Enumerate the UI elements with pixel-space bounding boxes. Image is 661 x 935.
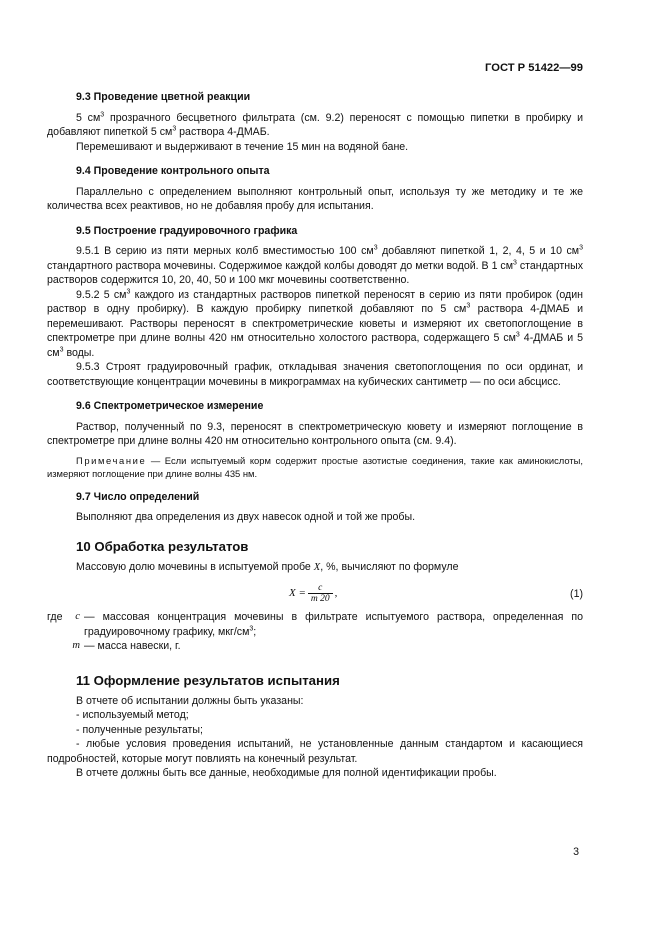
symbol-c-description: — массовая концентрация мочевины в фильтрате испытуемого раствора, определенная по градуировочному графику, мкг/$см^3$; — [84, 611, 583, 638]
where-label: где — [47, 611, 63, 623]
section-9-5-3-paragraph: 9.5.3 Строят градуировочный график, откладывая значения светопоглощения по оси ординат, и соответствующие концентрации мочевины в микрограммах на кубических сантиметр — по оси абсцисс. — [47, 361, 583, 388]
section-9-6-paragraph-1: Раствор, полученный по 9.3, переносят в спектрометрическую кювету и измеряют поглощение в спектрометре при длине волны 420 нм относительно контрольного опыта (см. 9.4). — [47, 420, 583, 447]
formula-tail: , — [334, 587, 338, 600]
section-11-list-item-3: - любые условия проведения испытаний, не установленные данным стандартом и касающиеся подробностей, которые могут повлиять на конечный результат. — [47, 738, 583, 765]
section-9-3-title: 9.3 Проведение цветной реакции — [76, 91, 251, 103]
formula-denominator: m 20 — [308, 593, 333, 604]
section-11-paragraph-1: В отчете об испытании должны быть указаны: — [76, 694, 304, 707]
formula-legend — [47, 610, 583, 654]
section-9-7-title: 9.7 Число определений — [76, 490, 200, 503]
page-content — [47, 90, 583, 781]
document-code: ГОСТ Р 51422—99 — [485, 62, 583, 74]
section-9-3-paragraph-1: 5 $см^3$ прозрачного бесцветного фильтрата (см. 9.2) переносят с помощью пипетки в пробирку и добавляют пипеткой 5 $см^3$ раствора 4-ДМАБ. — [47, 110, 583, 138]
formula-number: (1) — [570, 588, 583, 600]
section-9-3-paragraph-2: Перемешивают и выдерживают в течение 15 мин на водяной бане. — [76, 140, 409, 153]
section-10-title: 10 Обработка результатов — [76, 538, 249, 554]
legend-row-c — [47, 610, 583, 639]
section-9-5-2-paragraph: 9.5.2 5 $см^3$ каждого из стандартных растворов пипеткой переносят в серию из пяти пробирок (один раствор в одну пробирку). В каждую пробирку пипеткой добавляют по 5 $см^3$ раствора 4-ДМАБ и перемешивают. Растворы переносят в спектрометрические кюветы и измеряют их светопоглощение в спектрометре при длине волны 420 нм относительно холостого раствора, содержащего 5 $см^3$ 4-ДМАБ и 5 $см^3$ воды. — [47, 287, 584, 359]
symbol-c: c — [75, 611, 80, 622]
section-9-4-paragraph-1: Параллельно с определением выполняют контрольный опыт, используя ту же методику и те же количества всех реактивов, но не добавляя пробу для испытания. — [47, 185, 583, 212]
section-9-7-paragraph-1: Выполняют два определения из двух навесок одной и той же пробы. — [76, 511, 416, 523]
symbol-m-description: — масса навески, г. — [84, 640, 181, 652]
formula-1 — [47, 583, 583, 605]
section-9-6-note: Примечание — Если испытуемый корм содержит простые азотистые соединения, такие как аминокислоты, измеряют поглощение при длине волны 435 нм. — [47, 454, 583, 479]
page-number: 3 — [573, 846, 579, 858]
section-11-title: 11 Оформление результатов испытания — [76, 672, 340, 688]
section-11-list-item-1: - используемый метод; — [76, 709, 189, 721]
note-label: Примечание — [76, 454, 147, 466]
formula-numerator: c — [318, 583, 323, 593]
section-9-5-title: 9.5 Построение градуировочного графика — [76, 224, 298, 237]
section-11-list-item-2: - полученные результаты; — [76, 723, 203, 736]
formula-fraction — [308, 583, 333, 604]
formula-lhs: X = — [289, 587, 306, 600]
formula-expression — [289, 583, 337, 604]
section-10-paragraph-1: Массовую долю мочевины в испытуемой пробе X, %, вычисляют по формуле — [76, 560, 459, 573]
symbol-m: m — [72, 640, 80, 651]
section-9-4-title: 9.4 Проведение контрольного опыта — [76, 165, 270, 177]
section-11-paragraph-2: В отчете должны быть все данные, необходимые для полной идентификации пробы. — [76, 767, 497, 779]
legend-row-m — [47, 639, 583, 654]
section-9-6-title: 9.6 Спектрометрическое измерение — [76, 400, 264, 412]
section-9-5-1-paragraph: 9.5.1 В серию из пяти мерных колб вместимостью 100 $см^3$ добавляют пипеткой 1, 2, 4, 5 и 10 $см^3$ стандартного раствора мочевины. Содержимое каждой колбы доводят до метки водой. В 1 $см^3$ стандартных растворов содержится 10, 20, 40, 50 и 100 мкг мочевины соответственно. — [47, 244, 584, 286]
